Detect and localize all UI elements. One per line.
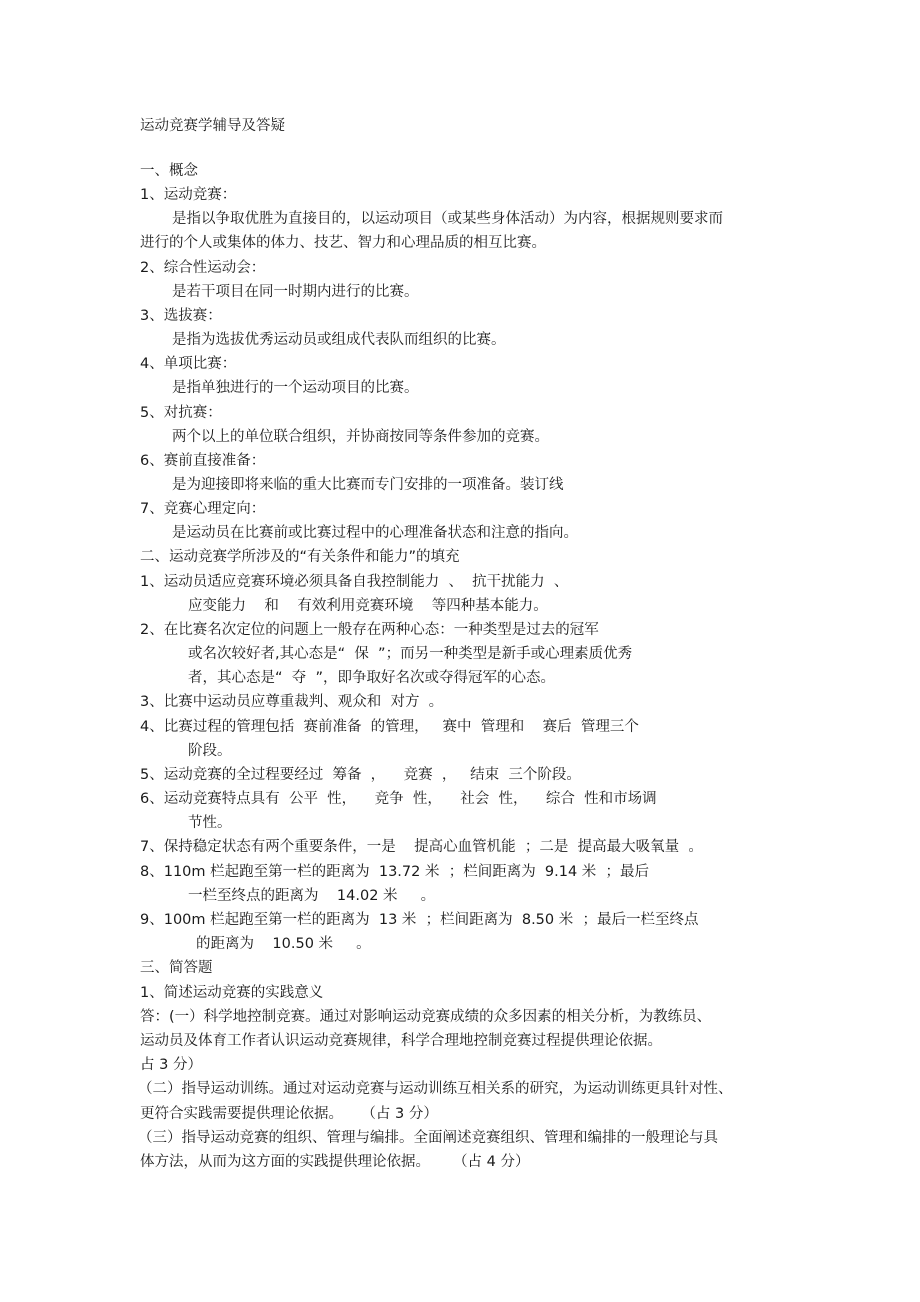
fill-in-item: 5、运动竞赛的全过程要经过 筹备 ， 竞赛 ， 结束 三个阶段。 bbox=[140, 767, 581, 783]
concept-term: 3、选拔赛： bbox=[140, 308, 222, 324]
concept-definition: 是指为选拔优秀运动员或组成代表队而组织的比赛。 bbox=[172, 332, 506, 348]
answer-line: （二）指导运动训练。通过对运动竞赛与运动训练互相关系的研究，为运动训练更具针对性、 bbox=[138, 1081, 733, 1097]
fill-in-item-continuation: 阶段。 bbox=[188, 743, 232, 759]
fill-in-item-continuation: 节性。 bbox=[188, 815, 232, 831]
concept-definition: 是若干项目在同一时期内进行的比赛。 bbox=[172, 284, 419, 300]
answer-line: 更符合实践需要提供理论依据。 （占 3 分） bbox=[140, 1106, 438, 1122]
concept-term: 6、赛前直接准备： bbox=[140, 453, 266, 469]
fill-in-item-continuation: 应变能力 和 有效利用竞赛环境 等四种基本能力。 bbox=[188, 598, 548, 614]
section-1-heading: 一、概念 bbox=[140, 163, 198, 179]
concept-definition: 是运动员在比赛前或比赛过程中的心理准备状态和注意的指向。 bbox=[172, 525, 578, 541]
concept-definition: 进行的个人或集体的体力、技艺、智力和心理品质的相互比赛。 bbox=[140, 235, 546, 251]
concept-definition: 是指以争取优胜为直接目的，以运动项目（或某些身体活动）为内容，根据规则要求而 bbox=[172, 211, 723, 227]
answer-line: 体方法，从而为这方面的实践提供理论依据。 （占 4 分） bbox=[140, 1154, 530, 1170]
document-title: 运动竞赛学辅导及答疑 bbox=[140, 118, 285, 134]
section-3-heading: 三、简答题 bbox=[140, 960, 213, 976]
fill-in-item: 7、保持稳定状态有两个重要条件，一是 提高心血管机能 ；二是 提高最大吸氧量 。 bbox=[140, 839, 703, 855]
fill-in-item-continuation: 的距离为 10.50 米 。 bbox=[196, 936, 371, 952]
concept-term: 7、竞赛心理定向： bbox=[140, 501, 266, 517]
fill-in-item: 9、100m 栏起跑至第一栏的距离为 13 米 ；栏间距离为 8.50 米 ；最后一栏至终点 bbox=[140, 912, 699, 928]
answer-line: 占 3 分） bbox=[140, 1057, 202, 1073]
concept-term: 4、单项比赛： bbox=[140, 356, 237, 372]
fill-in-item-continuation: 或名次较好者,其心态是“ 保 ”；而另一种类型是新手或心理素质优秀 bbox=[188, 646, 633, 662]
concept-definition: 是指单独进行的一个运动项目的比赛。 bbox=[172, 380, 419, 396]
fill-in-item: 8、110m 栏起跑至第一栏的距离为 13.72 米 ；栏间距离为 9.14 米 ；最后 bbox=[140, 864, 650, 880]
concept-term: 2、综合性运动会： bbox=[140, 260, 266, 276]
fill-in-item: 1、运动员适应竞赛环境必须具备自我控制能力 、 抗干扰能力 、 bbox=[140, 574, 569, 590]
concept-definition: 是为迎接即将来临的重大比赛而专门安排的一项准备。装订线 bbox=[172, 477, 564, 493]
fill-in-item: 2、在比赛名次定位的问题上一般存在两种心态：一种类型是过去的冠军 bbox=[140, 622, 599, 638]
fill-in-item: 4、比赛过程的管理包括 赛前准备 的管理， 赛中 管理和 赛后 管理三个 bbox=[140, 719, 639, 735]
answer-line: （三）指导运动竞赛的组织、管理与编排。全面阐述竞赛组织、管理和编排的一般理论与具 bbox=[138, 1130, 718, 1146]
concept-term: 1、运动竞赛： bbox=[140, 187, 237, 203]
concept-term: 5、对抗赛： bbox=[140, 405, 222, 421]
concept-definition: 两个以上的单位联合组织，并协商按同等条件参加的竞赛。 bbox=[172, 429, 549, 445]
answer-line: 运动员及体育工作者认识运动竞赛规律，科学合理地控制竞赛过程提供理论依据。 bbox=[140, 1033, 662, 1049]
fill-in-item: 3、比赛中运动员应尊重裁判、观众和 对方 。 bbox=[140, 694, 444, 710]
question-1: 1、简述运动竞赛的实践意义 bbox=[140, 985, 324, 1001]
answer-line: 答：(一）科学地控制竞赛。通过对影响运动竞赛成绩的众多因素的相关分析，为教练员、 bbox=[140, 1009, 712, 1025]
fill-in-item: 6、运动竞赛特点具有 公平 性， 竞争 性， 社会 性， 综合 性和市场调 bbox=[140, 791, 657, 807]
fill-in-item-continuation: 者，其心态是“ 夺 ”，即争取好名次或夺得冠军的心态。 bbox=[188, 670, 555, 686]
fill-in-item-continuation: 一栏至终点的距离为 14.02 米 。 bbox=[188, 888, 436, 904]
section-2-heading: 二、运动竞赛学所涉及的“有关条件和能力”的填充 bbox=[140, 549, 460, 565]
